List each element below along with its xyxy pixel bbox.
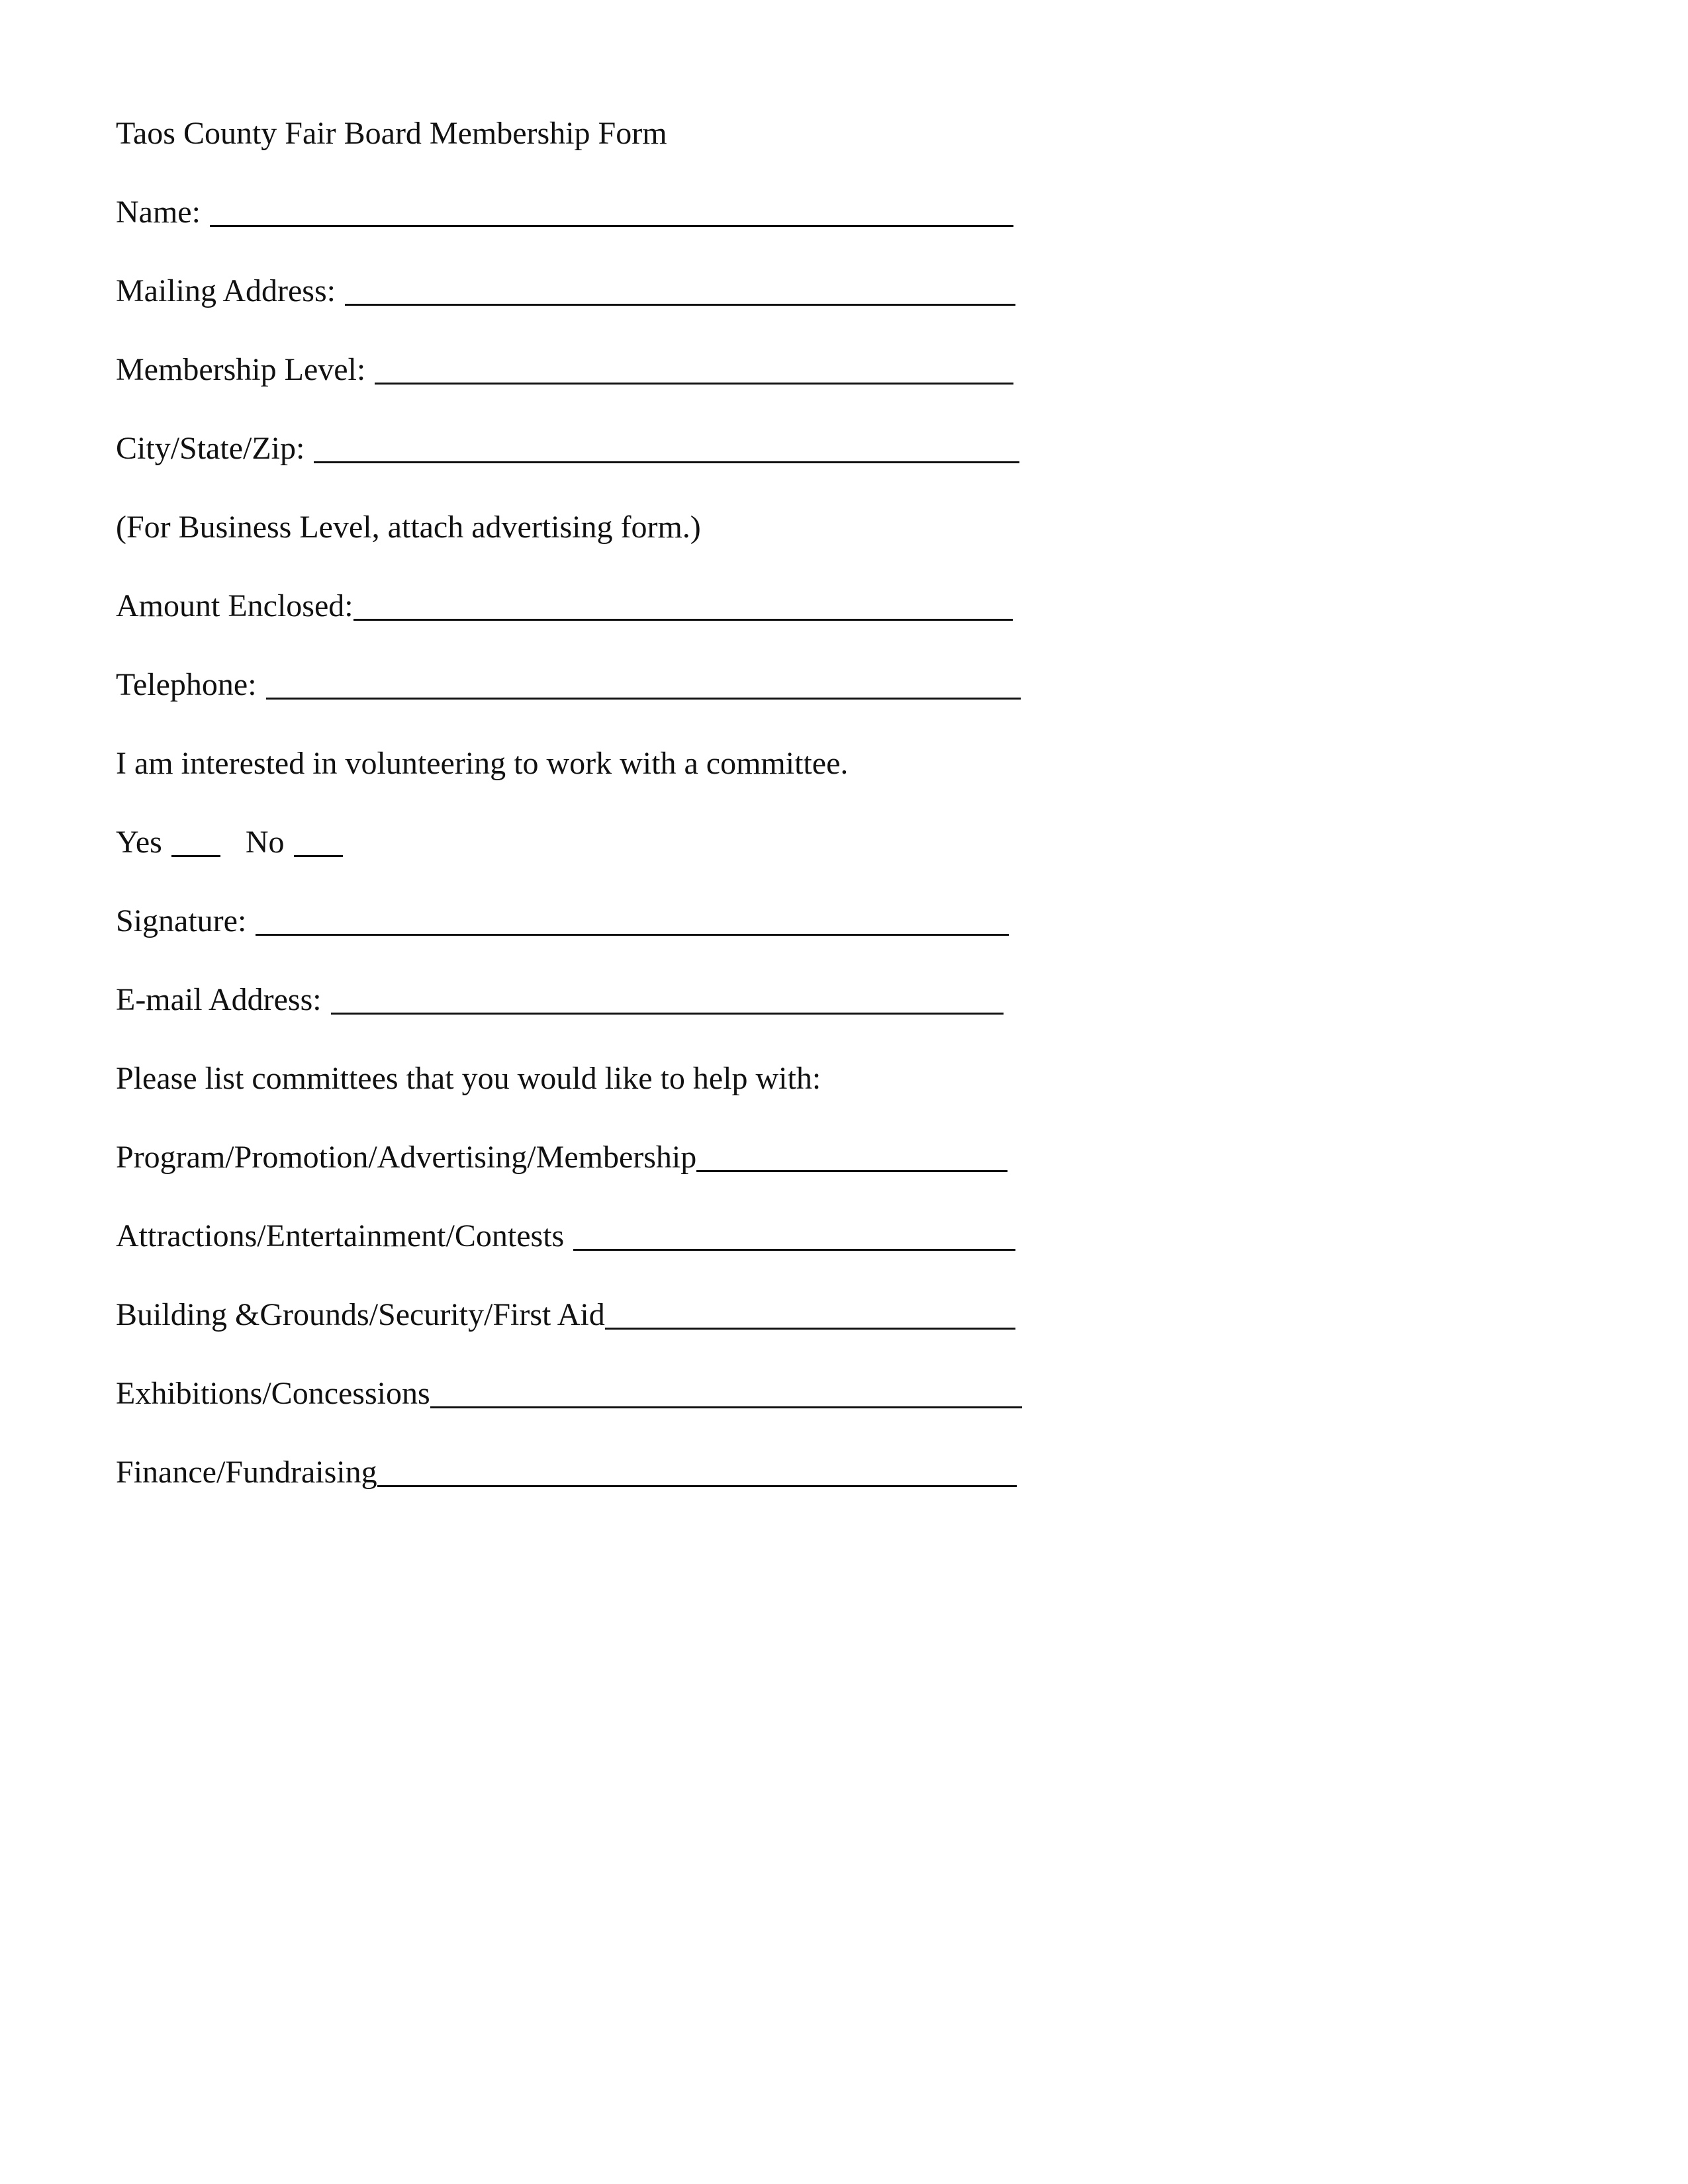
mailing-address-field[interactable] [345, 277, 1015, 306]
committee-row [116, 1449, 1017, 1491]
name-label: Name: [116, 195, 201, 230]
committee-field[interactable] [377, 1459, 1017, 1487]
membership-level-label: Membership Level: [116, 352, 366, 387]
telephone-row [116, 661, 1021, 704]
city-state-zip-field[interactable] [314, 435, 1019, 463]
committee-row [116, 1134, 1008, 1176]
committee-row [116, 1212, 1015, 1255]
name-row [116, 189, 1013, 231]
city-state-zip-row [116, 425, 1019, 467]
email-label: E-mail Address: [116, 982, 322, 1017]
email-field[interactable] [331, 986, 1004, 1015]
no-label: No [245, 825, 285, 860]
telephone-label: Telephone: [116, 667, 257, 702]
committee-label: Finance/Fundraising [116, 1455, 377, 1490]
membership-level-field[interactable] [375, 356, 1013, 385]
committee-field[interactable] [696, 1144, 1008, 1172]
volunteer-row [116, 740, 848, 782]
amount-enclosed-field[interactable] [353, 592, 1013, 621]
yes-no-row [116, 819, 343, 861]
committee-label: Attractions/Entertainment/Contests [116, 1218, 565, 1253]
amount-enclosed-row [116, 582, 1013, 625]
membership-level-row [116, 346, 1013, 388]
committee-label: Program/Promotion/Advertising/Membership [116, 1140, 697, 1175]
business-note-row [116, 504, 701, 546]
amount-enclosed-label: Amount Enclosed: [116, 588, 353, 623]
yes-label: Yes [116, 825, 162, 860]
mailing-address-row [116, 267, 1015, 310]
form-title: Taos County Fair Board Membership Form [116, 116, 667, 151]
committee-field[interactable] [430, 1380, 1022, 1408]
no-blank[interactable] [294, 829, 343, 857]
name-field[interactable] [210, 199, 1013, 227]
committee-field[interactable] [573, 1222, 1015, 1251]
committee-row [116, 1370, 1022, 1412]
city-state-zip-label: City/State/Zip: [116, 431, 305, 466]
committee-field[interactable] [605, 1301, 1015, 1330]
yes-blank[interactable] [171, 829, 220, 857]
mailing-address-label: Mailing Address: [116, 273, 336, 308]
signature-row [116, 897, 1009, 940]
committee-row [116, 1291, 1015, 1334]
committee-label: Building &Grounds/Security/First Aid [116, 1297, 605, 1332]
business-note: (For Business Level, attach advertising form.) [116, 510, 701, 545]
committees-prompt-row [116, 1055, 821, 1097]
volunteer-statement: I am interested in volunteering to work with a committee. [116, 746, 849, 781]
telephone-field[interactable] [266, 671, 1021, 700]
committee-label: Exhibitions/Concessions [116, 1376, 430, 1411]
committees-prompt: Please list committees that you would like to help with: [116, 1061, 821, 1096]
signature-field[interactable] [256, 907, 1009, 936]
signature-label: Signature: [116, 903, 247, 938]
form-title-row [116, 110, 667, 152]
email-row [116, 976, 1004, 1019]
